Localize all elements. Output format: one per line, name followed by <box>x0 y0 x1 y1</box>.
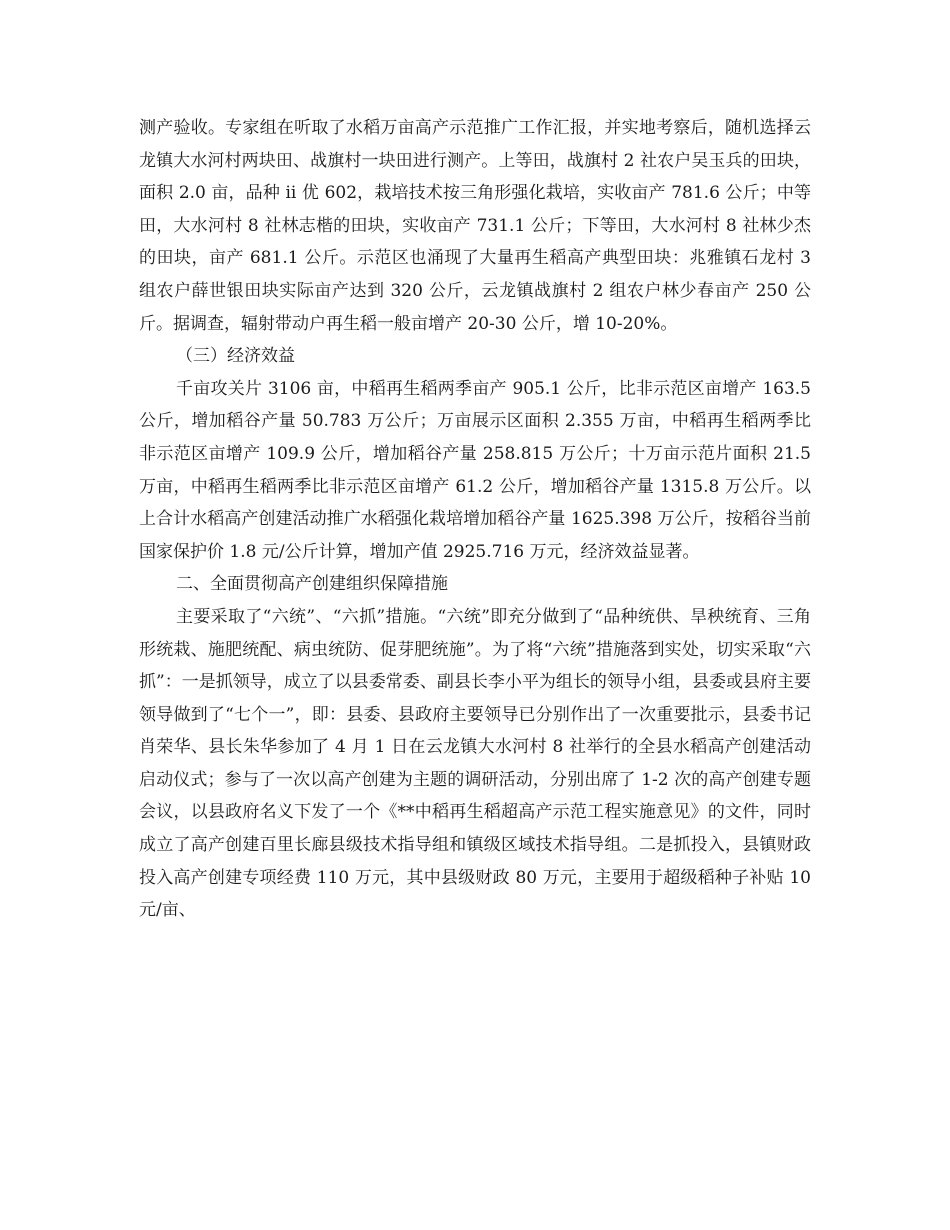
paragraph-organizational-measures: 主要采取了“六统”、“六抓”措施。“六统”即充分做到了“品种统供、旱秧统育、三角形统栽、施肥统配、病虫统防、促芽肥统施”。为了将“六统”措施落到实处，切实采取“六抓”：一是抓领导，成立了以县委常委、副县长李小平为组长的领导小组，县委或县府主要领导做到了“七个一”，即：县委、县政府主要领导已分别作出了一次重要批示，县委书记肖荣华、县长朱华参加了 4 月 1 日在云龙镇大水河村 8 社举行的全县水稻高产创建活动启动仪式；参与了一次以高产创建为主题的调研活动，分别出席了 1-2 次的高产创建专题会议，以县政府名义下发了一个《**中稻再生稻超高产示范工程实施意见》的文件，同时成立了高产创建百里长廊县级技术指导组和镇级区域技术指导组。二是抓投入，县镇财政投入高产创建专项经费 110 万元，其中县级财政 80 万元，主要用于超级稻种子补贴 10 元/亩、 <box>139 606 811 921</box>
paragraph-economic-benefits: 千亩攻关片 3106 亩，中稻再生稻两季亩产 905.1 公斤，比非示范区亩增产 163.5 公斤，增加稻谷产量 50.783 万公斤；万亩展示区面积 2.355 万亩，中稻再生稻两季比非示范区亩增产 109.9 公斤，增加稻谷产量 258.815 万公斤；十万亩示范片面积 21.5 万亩，中稻再生稻两季比非示范区亩增产 61.2 公斤，增加稻谷产量 1315.8 万公斤。以上合计水稻高产创建活动推广水稻强化栽培增加稻谷产量 1625.398 万公斤，按稻谷当前国家保护价 1.8 元/公斤计算，增加产值 2925.716 万元，经济效益显著。 <box>139 378 811 562</box>
section-heading-economic-benefits: （三）经济效益 <box>176 346 295 367</box>
section-heading-organizational-measures: 二、全面贯彻高产创建组织保障措施 <box>176 574 448 595</box>
paragraph-test-yield-results: 测产验收。专家组在听取了水稻万亩高产示范推广工作汇报，并实地考察后，随机选择云龙镇大水河村两块田、战旗村一块田进行测产。上等田，战旗村 2 社农户吴玉兵的田块，面积 2.0 亩，品种 ii 优 602，栽培技术按三角形强化栽培，实收亩产 781.6 公斤；中等田，大水河村 8 社林志楷的田块，实收亩产 731.1 公斤；下等田，大水河村 8 社林少杰的田块，亩产 681.1 公斤。示范区也涌现了大量再生稻高产典型田块：兆雅镇石龙村 3 组农户薛世银田块实际亩产达到 320 公斤，云龙镇战旗村 2 组农户林少春亩产 250 公斤。据调查，辐射带动户再生稻一般亩增产 20-30 公斤，增 10-20%。 <box>139 118 811 334</box>
document-body <box>139 112 811 927</box>
